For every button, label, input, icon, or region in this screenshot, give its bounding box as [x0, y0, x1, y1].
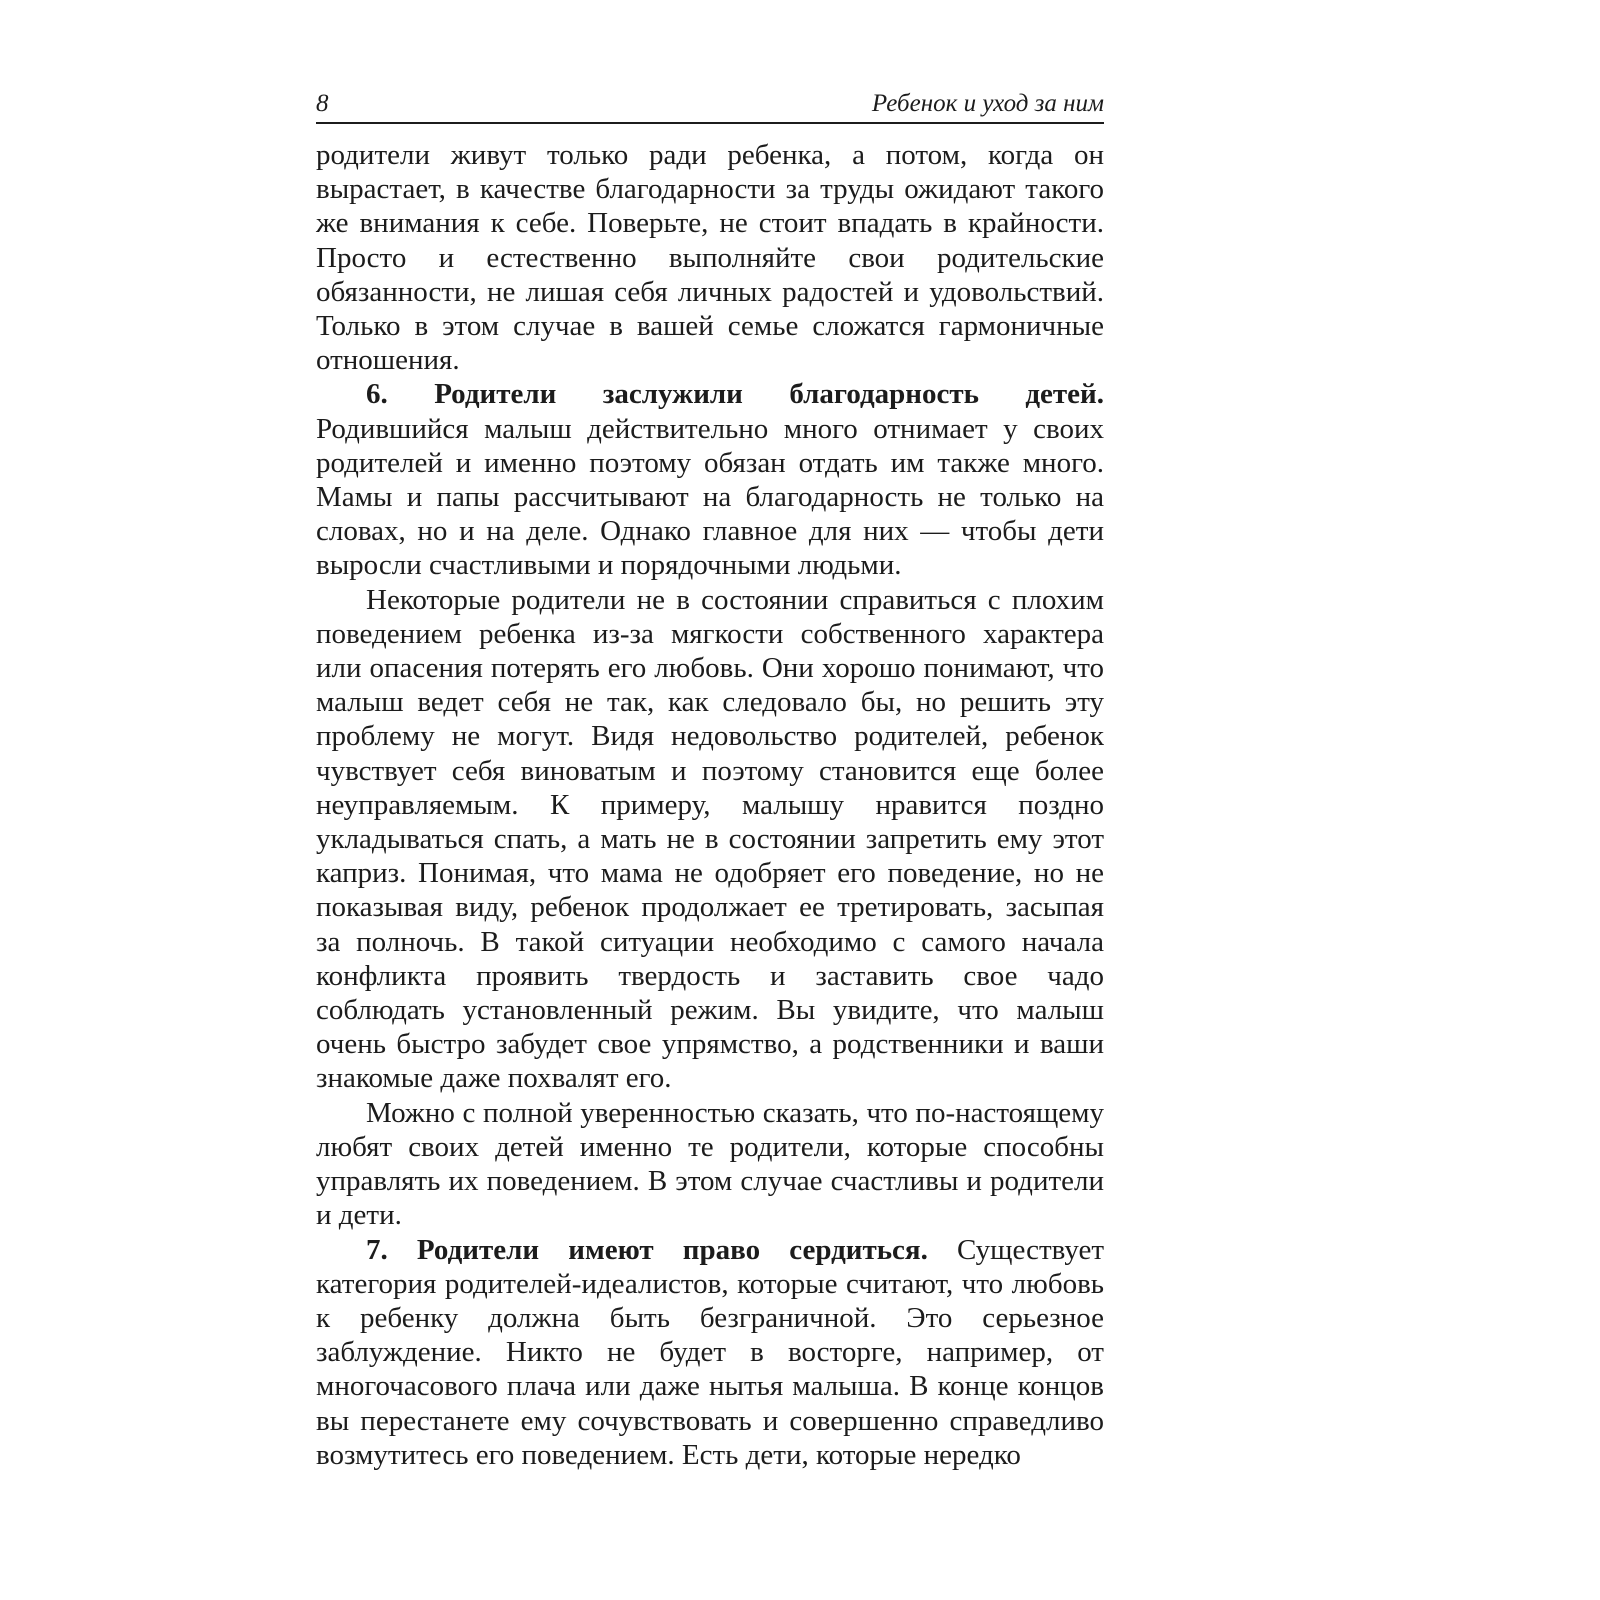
- paragraph-5-text: Существует категория родителей-идеалистов, которые считают, что любовь к ребенку должна быть безграничной. Это серьезное заблуждение. Никто не будет в восторге, например, от многочасового плача или даже нытья малыша. В конце концов вы перестанете ему сочувствовать и совершенно справедливо возмутитесь его поведением. Есть дети, которые нередко: [316, 1233, 1104, 1471]
- page-number: 8: [316, 90, 329, 117]
- section-heading-6: 6. Родители заслужили благодарность детей.: [366, 378, 1104, 411]
- paragraph-3-text: Некоторые родители не в состоянии справиться с плохим поведением ребенка из-за мягкости собственного характера или опасения потерять его любовь. Они хорошо понимают, что малыш ведет себя не так, как следовало бы, но решить эту проблему не могут. Видя недовольство родителей, ребенок чувствует себя виноватым и поэтому становится еще более неуправляемым. К примеру, малышу нравится поздно укладываться спать, а мать не в состоянии запретить ему этот каприз. Понимая, что мама не одобряет его поведение, но не показывая виду, ребенок продолжает ее третировать, засыпая за полночь. В такой ситуации необходимо с самого начала конфликта проявить твердость и заставить свое чадо соблюдать установленный режим. Вы увидите, что малыш очень быстро забудет свое упрямство, а родственники и ваши знакомые даже похвалят его.: [316, 583, 1104, 1095]
- paragraph-2-text: Родившийся малыш действительно много отнимает у своих родителей и именно поэтому обязан отдать им также много. Мамы и папы рассчитывают на благодарность не только на словах, но и на деле. Однако главное для них — чтобы дети выросли счастливыми и порядочными людьми.: [316, 412, 1104, 582]
- paragraph-3: [316, 583, 1104, 1096]
- body-text: [316, 138, 1104, 1472]
- paragraph-1: [316, 138, 1104, 377]
- paragraph-4-text: Можно с полной уверенностью сказать, что по-настоящему любят своих детей именно те родители, которые способны управлять их поведением. В этом случае счастливы и родители и дети.: [316, 1096, 1104, 1232]
- paragraph-1-text: родители живут только ради ребенка, а потом, когда он вырастает, в качестве благодарности за труды ожидают такого же внимания к себе. Поверьте, не стоит впадать в крайности. Просто и естественно выполняйте свои родительские обязанности, не лишая себя личных радостей и удовольствий. Только в этом случае в вашей семье сложатся гармоничные отношения.: [316, 139, 1104, 377]
- page-header: [316, 88, 1104, 124]
- section-heading-7: 7. Родители имеют право сердиться.: [366, 1233, 928, 1266]
- running-title: Ребенок и уход за ним: [871, 90, 1104, 117]
- paragraph-2: [316, 377, 1104, 582]
- paragraph-4: [316, 1096, 1104, 1233]
- paragraph-5: [316, 1233, 1104, 1472]
